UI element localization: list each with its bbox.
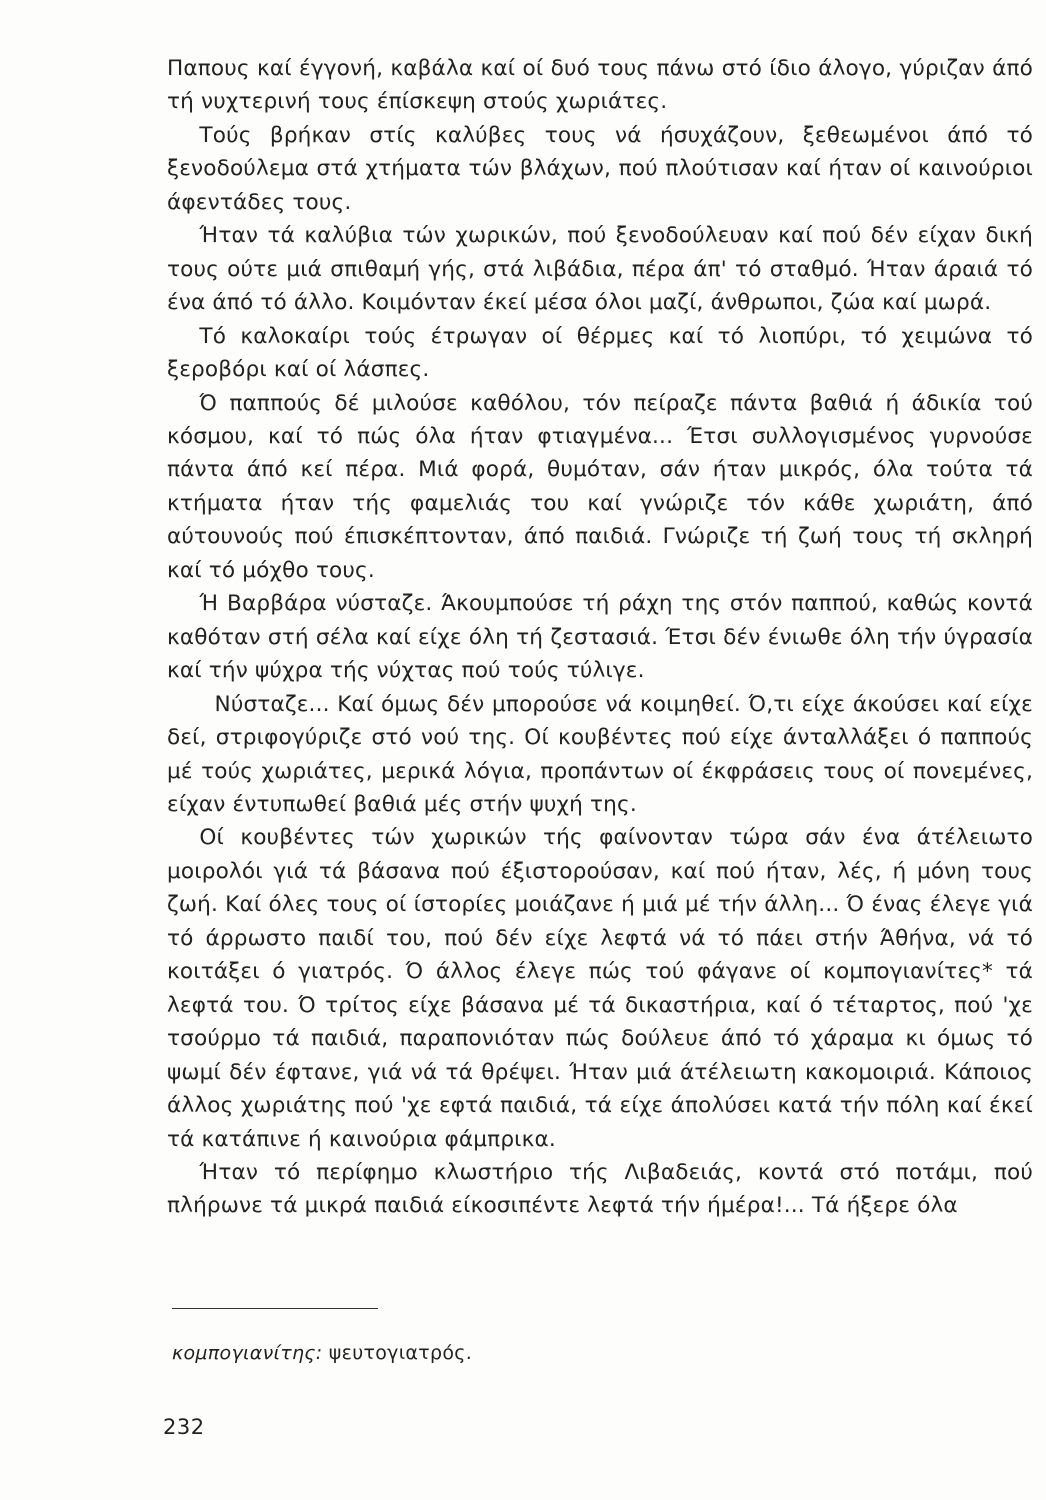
paragraph-6: Ή Βαρβάρα νύσταζε. Άκουμπούσε τή ράχη της στόν παππού, καθώς κοντά καθόταν στή σέλα καί είχε όλη τή ζεστασιά. Έτσι δέν ένιωθε όλη τήν ύγρασία καί τήν ψύχρα τής νύχτας πού τούς τύλιγε.	[167, 591, 1033, 684]
body-text	[167, 52, 1033, 1223]
footnote	[172, 1340, 472, 1366]
paragraph-4: Τό καλοκαίρι τούς έτρωγαν οί θέρμες καί τό λιοπύρι, τό χειμώνα τό ξεροβόρι καί οί λάσπες.	[167, 323, 1033, 383]
paragraph-7: Νύσταζε... Καί όμως δέν μπορούσε νά κοιμηθεί. Ό,τι είχε άκούσει καί είχε δεί, στριφογύριζε στό νού της. Οί κουβέντες πού είχε άνταλλάξει ό παππούς μέ τούς χωριάτες, μερικά λόγια, προπάντων οί έκφράσεις τους οί πονεμένες, είχαν έντυπωθεί βαθιά μές στήν ψυχή της.	[167, 691, 1033, 817]
footnote-term: κομπογιανίτης:	[172, 1342, 323, 1364]
footnote-divider	[172, 1308, 378, 1309]
page-number: 232	[163, 1415, 205, 1439]
paragraph-9: Ήταν τό περίφημο κλωστήριο τής Λιβαδειάς, κοντά στό ποτάμι, πού πλήρωνε τά μικρά παιδιά είκοσιπέντε λεφτά τήν ήμέρα!... Τά ήξερε όλα	[167, 1159, 1033, 1219]
paragraph-8: Οί κουβέντες τών χωρικών τής φαίνονταν τώρα σάν ένα άτέλειωτο μοιρολόι γιά τά βάσανα πού έξιστορούσαν, καί πού ήταν, λές, ή μόνη τους ζωή. Καί όλες τους οί ίστορίες μοιάζανε ή μιά μέ τήν άλλη... Ό ένας έλεγε γιά τό άρρωστο παιδί του, πού δέν είχε λεφτά νά τό πάει στήν Άθήνα, νά τό κοιτάξει ό γιατρός. Ό άλλος έλεγε πώς τού φάγανε οί κομπογιανίτες* τά λεφτά του. Ό τρίτος είχε βάσανα μέ τά δικαστήρια, καί ό τέταρτος, πού 'χε τσούρμο τά παιδιά, παραπονιόταν πώς δούλευε άπό τό χάραμα κι όμως τό ψωμί δέν έφτανε, γιά νά τά θρέψει. Ήταν μιά άτέλειωτη κακομοιριά. Κάποιος άλλος χωριάτης πού 'χε εφτά παιδιά, τά είχε άπολύσει κατά τήν πόλη καί έκεί τά κατάπινε ή καινούρια φάμπρικα.	[167, 825, 1033, 1152]
paragraph-5: Ό παππούς δέ μιλούσε καθόλου, τόν πείραζε πάντα βαθιά ή άδικία τού κόσμου, καί τό πώς όλα ήταν φτιαγμένα... Έτσι συλλογισμένος γυρνούσε πάντα άπό κεί πέρα. Μιά φορά, θυμόταν, σάν ήταν μικρός, όλα τούτα τά κτήματα ήταν τής φαμελιάς του καί γνώριζε τόν κάθε χωριάτη, άπό αύτουνούς πού έπισκέπτονταν, άπό παιδιά. Γνώριζε τή ζωή τους τή σκληρή καί τό μόχθο τους.	[167, 390, 1033, 583]
footnote-definition: ψευτογιατρός.	[328, 1342, 473, 1364]
paragraph-1: Παπους καί έγγονή, καβάλα καί οί δυό τους πάνω στό ίδιο άλογο, γύριζαν άπό τή νυχτερινή τους έπίσκεψη στούς χωριάτες.	[167, 56, 1033, 115]
paragraph-2: Τούς βρήκαν στίς καλύβες τους νά ήσυχάζουν, ξεθεωμένοι άπό τό ξενοδούλεμα στά χτήματα τών βλάχων, πού πλούτισαν καί ήταν οί καινούριοι άφεντάδες τους.	[167, 122, 1033, 215]
paragraph-3: Ήταν τά καλύβια τών χωρικών, πού ξενοδούλευαν καί πού δέν είχαν δική τους ούτε μιά σπιθαμή γής, στά λιβάδια, πέρα άπ' τό σταθμό. Ήταν άραιά τό ένα άπό τό άλλο. Κοιμόνταν έκεί μέσα όλοι μαζί, άνθρωποι, ζώα καί μωρά.	[167, 223, 1033, 316]
